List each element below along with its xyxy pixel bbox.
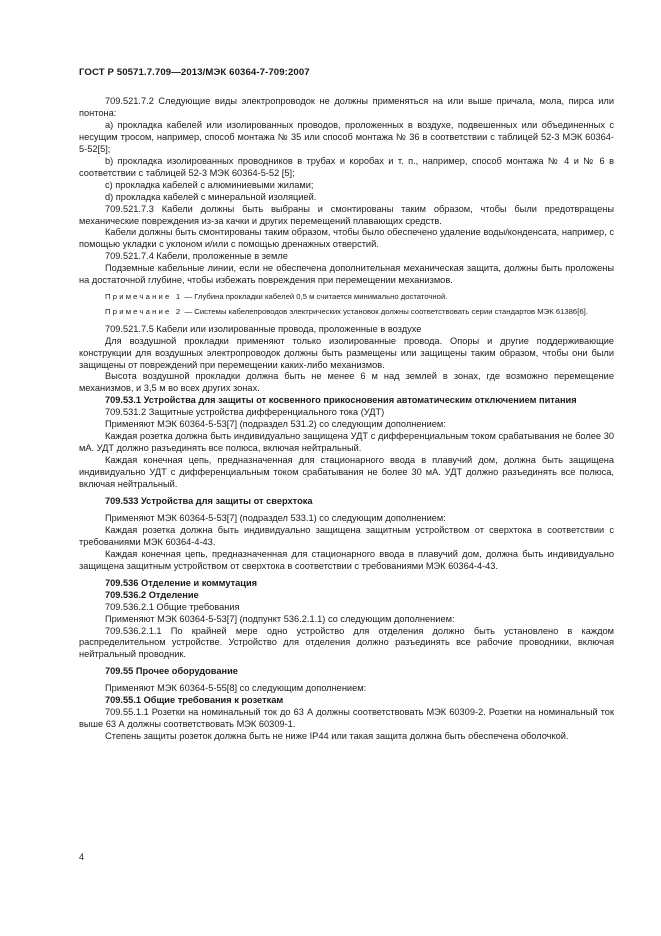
paragraph-709-521-7-2: 709.521.7.2 Следующие виды электропроводок не должны применяться на или выше причала, мола, пирса или понтона:	[79, 96, 614, 118]
note-text: — Системы кабелепроводов электрических установок должны соответствовать серии стандартов МЭК 61386[6].	[182, 307, 588, 317]
note-text: — Глубина прокладки кабелей 0,5 м считается минимально достаточной.	[182, 292, 448, 302]
section-heading-709-55-1: 709.55.1 Общие требования к розеткам	[105, 695, 284, 706]
paragraph: Применяют МЭК 60364-5-55[8] со следующим дополнением:	[105, 683, 367, 694]
section-heading-709-536-2: 709.536.2 Отделение	[105, 589, 199, 600]
section-heading-709-55: 709.55 Прочее оборудование	[105, 666, 238, 677]
paragraph: Каждая розетка должна быть индивидуально защищена защитным устройством от сверхтока в соответствии с требованиями МЭК 60364-4-43.	[79, 524, 614, 547]
list-item-a: a) прокладка кабелей или изолированных проводов, проложенных в воздухе, подвешенных или объединенных с несущим тросом, например, способ монтажа № 35 или способ монтажа № 36 в соответствии с таблицей 52-3 МЭК 60364-5-52[5];	[79, 119, 614, 154]
subsection-heading-709-521-7-5: 709.521.7.5 Кабели или изолированные провода, проложенные в воздухе	[105, 323, 422, 334]
document-body	[79, 96, 614, 743]
note-label: Примечание 1	[105, 292, 183, 302]
paragraph: Для воздушной прокладки применяют только изолированные провода. Опоры и другие поддерживающие конструкции для воздушных электропроводок должны быть размещены или защищены таким образом, чтобы они были защищены от повреждений при перемещении каких-либо механизмов.	[79, 335, 614, 370]
paragraph: Подземные кабельные линии, если не обеспечена дополнительная механическая защита, должны быть проложены на достаточной глубине, чтобы избежать повреждения при перемещении механизмов.	[79, 263, 614, 286]
paragraph: 709.55.1.1 Розетки на номинальный ток до 63 А должны соответствовать МЭК 60309-2. Розетки на номинальный ток выше 63 А должны соответствовать МЭК 60309-1.	[79, 707, 614, 730]
paragraph: Каждая розетка должна быть индивидуально защищена УДТ с дифференциальным током срабатывания не более 30 мА. УДТ должно разъединять все полюса, включая нейтральный.	[79, 431, 614, 454]
note-label: Примечание 2	[105, 307, 183, 317]
paragraph-709-521-7-3: 709.521.7.3 Кабели должны быть выбраны и смонтированы таким образом, чтобы были предотвращены механические повреждения из-за качки и других перемещений плавающих средств.	[79, 203, 614, 226]
section-heading-709-533: 709.533 Устройства для защиты от сверхтока	[105, 496, 313, 506]
paragraph: Каждая конечная цепь, предназначенная для стационарного ввода в плавучий дом, должна быть защищена индивидуально УДТ с дифференциальным током срабатывания не более 30 мА. УДТ должно разъединять все полюса, включая нейтральный.	[79, 455, 614, 490]
standard-header: ГОСТ Р 50571.7.709—2013/МЭК 60364-7-709:2007	[79, 67, 310, 78]
paragraph: Каждая конечная цепь, предназначенная для стационарного ввода в плавучий дом, должна быть индивидуально защищена защитным устройством от сверхтока в соответствии с требованиями МЭК 60364-4-43.	[79, 548, 614, 571]
subsection-heading-709-531-2: 709.531.2 Защитные устройства дифференциального тока (УДТ)	[105, 407, 385, 418]
subsection-heading-709-536-2-1: 709.536.2.1 Общие требования	[105, 601, 240, 612]
paragraph: Применяют МЭК 60364-5-53[7] (подраздел 533.1) со следующим дополнением:	[105, 512, 446, 523]
paragraph: Степень защиты розеток должна быть не ниже IP44 или такая защита должна быть обеспечена оболочкой.	[105, 731, 569, 742]
section-heading-709-536: 709.536 Отделение и коммутация	[105, 577, 258, 588]
paragraph: Применяют МЭК 60364-5-53[7] (подпункт 536.2.1.1) со следующим дополнением:	[105, 613, 455, 624]
note-2	[79, 307, 614, 317]
section-heading-709-53-1: 709.53.1 Устройства для защиты от косвенного прикосновения автоматическим отключением питания	[105, 395, 577, 406]
paragraph: Применяют МЭК 60364-5-53[7] (подраздел 531.2) со следующим дополнением:	[105, 419, 446, 430]
paragraph: Высота воздушной прокладки должна быть не менее 6 м над землей в зонах, где возможно перемещение механизмов, и 3,5 м во всех других зонах.	[79, 371, 614, 394]
page-number: 4	[79, 852, 85, 862]
list-item-d: d) прокладка кабелей с минеральной изоляцией.	[105, 191, 317, 202]
note-1	[79, 292, 614, 302]
list-item-b: b) прокладка изолированных проводников в трубах и коробах и т. п., например, способ монтажа № 4 и № 6 в соответствии с таблицей 52-3 МЭК 60364-5-52 [5];	[79, 155, 614, 178]
paragraph: 709.536.2.1.1 По крайней мере одно устройство для отделения должно быть установлено в каждом распределительном устройстве. Устройство для отделения должно разъединять все рабочие проводники, включая нейтральный проводник.	[79, 625, 614, 660]
list-item-c: c) прокладка кабелей с алюминиевыми жилами;	[105, 179, 314, 190]
subsection-heading-709-521-7-4: 709.521.7.4 Кабели, проложенные в земле	[105, 251, 288, 262]
paragraph: Кабели должны быть смонтированы таким образом, чтобы было обеспечено удаление воды/конденсата, например, с помощью укладки с уклоном и/или с помощью дренажных отверстий.	[79, 227, 614, 250]
